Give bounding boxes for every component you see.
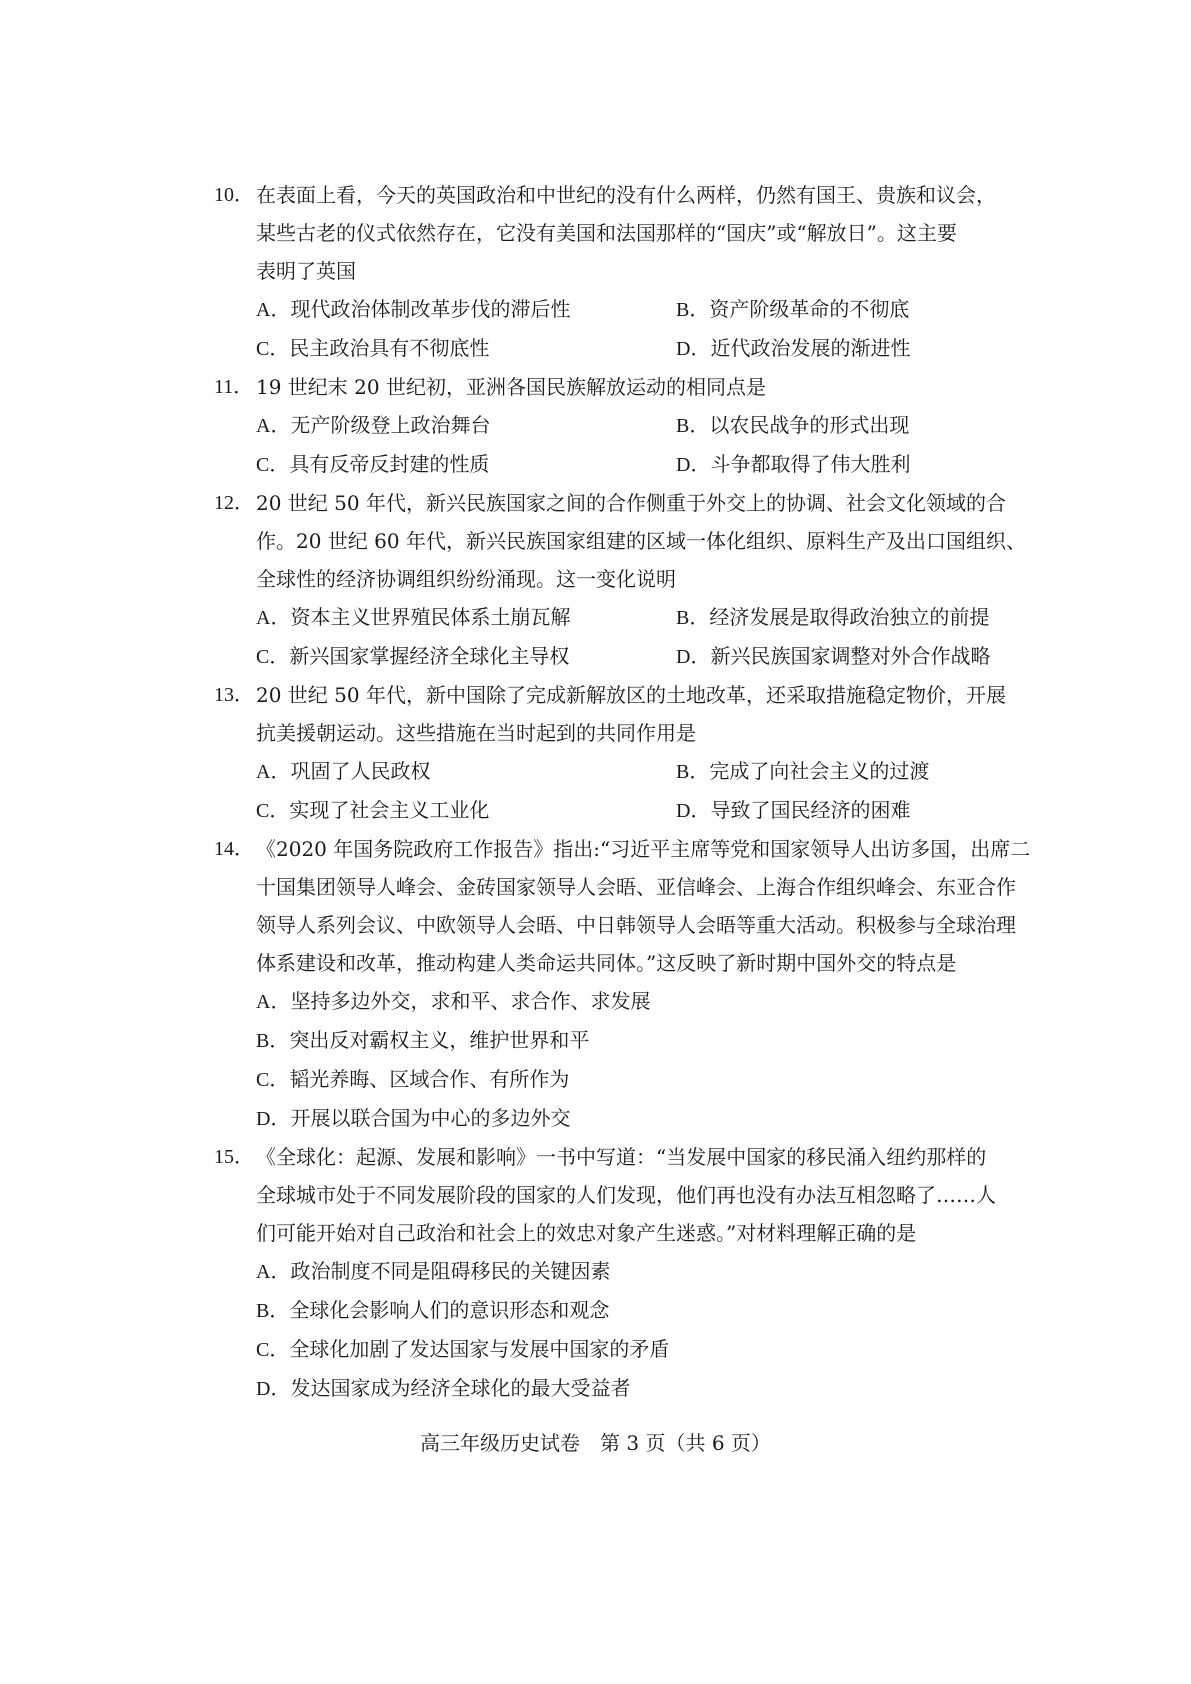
- option-text: 完成了向社会主义的过渡: [709, 759, 930, 783]
- option-b[interactable]: [676, 290, 909, 329]
- option-row: [256, 637, 1026, 676]
- option-key: D．: [256, 1378, 291, 1400]
- option-text: 开展以联合国为中心的多边外交: [290, 1106, 571, 1130]
- option-d[interactable]: [676, 791, 910, 830]
- question-stem: [214, 830, 1031, 982]
- option-a[interactable]: [256, 598, 676, 637]
- option-key: D．: [676, 646, 711, 668]
- option-d[interactable]: [676, 445, 910, 484]
- option-text: 经济发展是取得政治独立的前提: [709, 605, 990, 629]
- option-text: 政治制度不同是阻碍移民的关键因素: [290, 1259, 611, 1283]
- option-text: 导致了国民经济的困难: [710, 798, 911, 822]
- question-text: [256, 176, 1026, 290]
- option-b[interactable]: [256, 1291, 1026, 1330]
- page-footer: 高三年级历史试卷 第 3 页（共 6 页）: [420, 1431, 771, 1455]
- option-d[interactable]: [676, 637, 990, 676]
- stem-line: 领导人系列会议、中欧领导人会晤、中日韩领导人会晤等重大活动。积极参与全球治理: [256, 913, 1016, 937]
- option-c[interactable]: [256, 791, 676, 830]
- stem-line: 20 世纪 50 年代，新中国除了完成新解放区的土地改革，还采取措施稳定物价，开展: [256, 683, 1006, 707]
- option-text: 巩固了人民政权: [290, 759, 431, 783]
- question-12: [214, 484, 1026, 676]
- answer-options: [214, 752, 1026, 830]
- option-row: [256, 598, 1026, 637]
- stem-line: 们可能开始对自己政治和社会上的效忠对象产生迷惑。”对材料理解正确的是: [256, 1221, 917, 1245]
- question-stem: [214, 1138, 1026, 1252]
- question-14: [214, 830, 1031, 1138]
- option-row: [256, 290, 1026, 329]
- option-key: D．: [256, 1108, 291, 1130]
- option-text: 近代政治发展的渐进性: [710, 336, 911, 360]
- stem-line: 19 世纪末 20 世纪初，亚洲各国民族解放运动的相同点是: [256, 375, 766, 399]
- option-text: 突出反对霸权主义，维护世界和平: [289, 1028, 590, 1052]
- option-key: A．: [256, 415, 291, 437]
- option-text: 斗争都取得了伟大胜利: [710, 452, 911, 476]
- option-d[interactable]: [256, 1099, 1026, 1138]
- option-b[interactable]: [676, 752, 929, 791]
- question-text: [256, 484, 1026, 598]
- stem-line: 全球城市处于不同发展阶段的国家的人们发现，他们再也没有办法互相忽略了……人: [256, 1183, 996, 1207]
- option-key: D．: [676, 454, 711, 476]
- question-number: 10．: [214, 184, 254, 206]
- option-text: 新兴民族国家调整对外合作战略: [710, 644, 991, 668]
- question-number: 14．: [214, 838, 254, 860]
- question-15: [214, 1138, 1026, 1408]
- option-row: [256, 329, 1026, 368]
- question-text: [256, 830, 1030, 982]
- stem-line: 十国集团领导人峰会、金砖国家领导人会晤、亚信峰会、上海合作组织峰会、东亚合作: [256, 875, 1016, 899]
- option-key: B．: [676, 761, 710, 783]
- option-key: B．: [256, 1030, 290, 1052]
- option-key: A．: [256, 991, 291, 1013]
- question-13: [214, 676, 1026, 830]
- option-text: 全球化会影响人们的意识形态和观念: [289, 1298, 610, 1322]
- option-text: 实现了社会主义工业化: [289, 798, 490, 822]
- option-key: B．: [256, 1300, 290, 1322]
- option-a[interactable]: [256, 982, 1026, 1021]
- option-text: 发达国家成为经济全球化的最大受益者: [290, 1376, 631, 1400]
- option-b[interactable]: [256, 1021, 1026, 1060]
- question-number: 13．: [214, 684, 254, 706]
- option-key: A．: [256, 607, 291, 629]
- option-key: C．: [256, 1069, 290, 1091]
- question-text: [256, 368, 1026, 406]
- option-row: [256, 752, 1026, 791]
- option-text: 具有反帝反封建的性质: [289, 452, 490, 476]
- option-c[interactable]: [256, 637, 676, 676]
- option-key: C．: [256, 454, 290, 476]
- stem-line: 20 世纪 50 年代，新兴民族国家之间的合作侧重于外交上的协调、社会文化领域的合: [256, 491, 1006, 515]
- answer-options: [214, 406, 1026, 484]
- option-key: B．: [676, 299, 710, 321]
- option-a[interactable]: [256, 406, 676, 445]
- option-key: B．: [676, 415, 710, 437]
- option-text: 无产阶级登上政治舞台: [290, 413, 491, 437]
- answer-options: [214, 982, 1026, 1138]
- option-key: D．: [676, 338, 711, 360]
- stem-line: 某些古老的仪式依然存在，它没有美国和法国那样的“国庆”或“解放日”。这主要: [256, 221, 957, 245]
- option-key: C．: [256, 1339, 290, 1361]
- question-number: 15．: [214, 1146, 254, 1168]
- question-list: [214, 176, 1031, 1408]
- option-a[interactable]: [256, 752, 676, 791]
- question-stem: [214, 368, 1026, 406]
- question-11: [214, 368, 1026, 484]
- question-text: [256, 1138, 1026, 1252]
- option-c[interactable]: [256, 329, 676, 368]
- option-b[interactable]: [676, 598, 989, 637]
- option-key: A．: [256, 299, 291, 321]
- stem-line: 全球性的经济协调组织纷纷涌现。这一变化说明: [256, 567, 676, 591]
- option-d[interactable]: [676, 329, 910, 368]
- option-text: 资产阶级革命的不彻底: [709, 297, 910, 321]
- option-c[interactable]: [256, 445, 676, 484]
- option-key: A．: [256, 1261, 291, 1283]
- question-10: [214, 176, 1026, 368]
- option-c[interactable]: [256, 1330, 1026, 1369]
- stem-line: 抗美援朝运动。这些措施在当时起到的共同作用是: [256, 721, 696, 745]
- option-key: A．: [256, 761, 291, 783]
- stem-line: 《2020 年国务院政府工作报告》指出:“习近平主席等党和国家领导人出访多国，出席二: [256, 837, 1031, 861]
- stem-line: 体系建设和改革，推动构建人类命运共同体。”这反映了新时期中国外交的特点是: [256, 951, 957, 975]
- question-number: 12．: [214, 492, 254, 514]
- option-text: 坚持多边外交，求和平、求合作、求发展: [290, 989, 651, 1013]
- stem-line: 《全球化：起源、发展和影响》一书中写道：“当发展中国家的移民涌入纽约那样的: [256, 1145, 987, 1169]
- option-key: C．: [256, 646, 290, 668]
- option-text: 以农民战争的形式出现: [709, 413, 910, 437]
- question-text: [256, 676, 1026, 752]
- option-a[interactable]: [256, 1252, 1026, 1291]
- option-b[interactable]: [676, 406, 909, 445]
- option-row: [256, 406, 1026, 445]
- option-key: D．: [676, 800, 711, 822]
- answer-options: [214, 598, 1026, 676]
- answer-options: [214, 1252, 1026, 1408]
- question-stem: [214, 676, 1026, 752]
- option-row: [256, 445, 1026, 484]
- option-row: [256, 791, 1026, 830]
- question-stem: [214, 484, 1026, 598]
- option-text: 民主政治具有不彻底性: [289, 336, 490, 360]
- option-text: 全球化加剧了发达国家与发展中国家的矛盾: [289, 1337, 670, 1361]
- stem-line: 在表面上看，今天的英国政治和中世纪的没有什么两样，仍然有国王、贵族和议会，: [256, 183, 996, 207]
- question-stem: [214, 176, 1026, 290]
- option-text: 韬光养晦、区域合作、有所作为: [289, 1067, 570, 1091]
- option-c[interactable]: [256, 1060, 1026, 1099]
- stem-line: 作。20 世纪 60 年代，新兴民族国家组建的区域一体化组织、原料生产及出口国组织、: [256, 529, 1026, 553]
- option-key: C．: [256, 800, 290, 822]
- option-a[interactable]: [256, 290, 676, 329]
- stem-line: 表明了英国: [256, 259, 356, 283]
- answer-options: [214, 290, 1026, 368]
- option-key: C．: [256, 338, 290, 360]
- option-key: B．: [676, 607, 710, 629]
- option-text: 新兴国家掌握经济全球化主导权: [289, 644, 570, 668]
- option-d[interactable]: [256, 1369, 1026, 1408]
- option-text: 现代政治体制改革步伐的滞后性: [290, 297, 571, 321]
- option-text: 资本主义世界殖民体系土崩瓦解: [290, 605, 571, 629]
- question-number: 11．: [214, 376, 254, 398]
